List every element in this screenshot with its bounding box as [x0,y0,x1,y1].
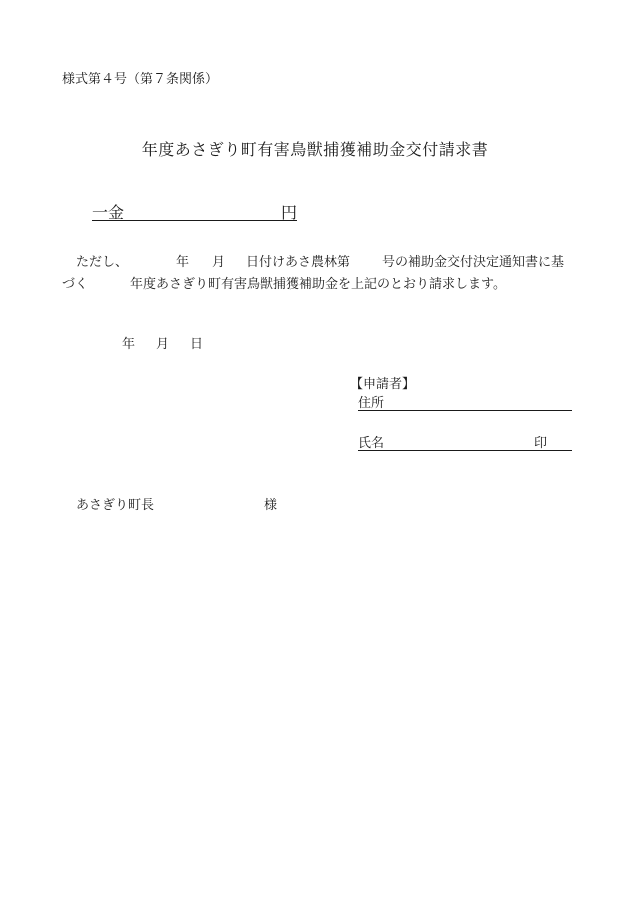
recipient-honorific: 様 [264,498,278,513]
amount-yen: 円 [280,203,297,222]
name-field [358,432,572,451]
body-line1-text-5: 号の補助金交付決定通知書に基 [382,255,565,270]
applicant-header: 【申請者】 [350,377,416,392]
amount-line [92,200,297,221]
amount-prefix: 一金 [92,203,125,222]
date-day: 日 [190,337,204,352]
date-year: 年 [122,337,136,352]
request-date [0,333,630,351]
date-month: 月 [156,337,170,352]
body-line1-year: 年 [176,255,190,270]
recipient-title: あさぎり町長 [76,498,155,513]
seal-mark: 印 [534,436,548,451]
form-number: 様式第４号（第７条関係） [62,72,219,87]
address-label: 住所 [358,396,385,411]
body-line1-month: 月 [212,255,226,270]
address-field [358,392,572,411]
body-text-line-2 [0,273,630,291]
body-line1-text-1: ただし、 [76,255,129,270]
recipient-line [0,494,630,512]
name-label: 氏名 [358,436,385,451]
body-line1-text-4: 日付けあさ農林第 [246,255,351,270]
body-line2-text-1: づく [62,277,89,292]
body-text-line-1 [0,251,630,269]
body-line2-text-2: 年度あさぎり町有害鳥獣捕獲補助金を上記のとおり請求します。 [130,277,506,292]
document-title: 年度あさぎり町有害鳥獣捕獲補助金交付請求書 [141,140,489,159]
